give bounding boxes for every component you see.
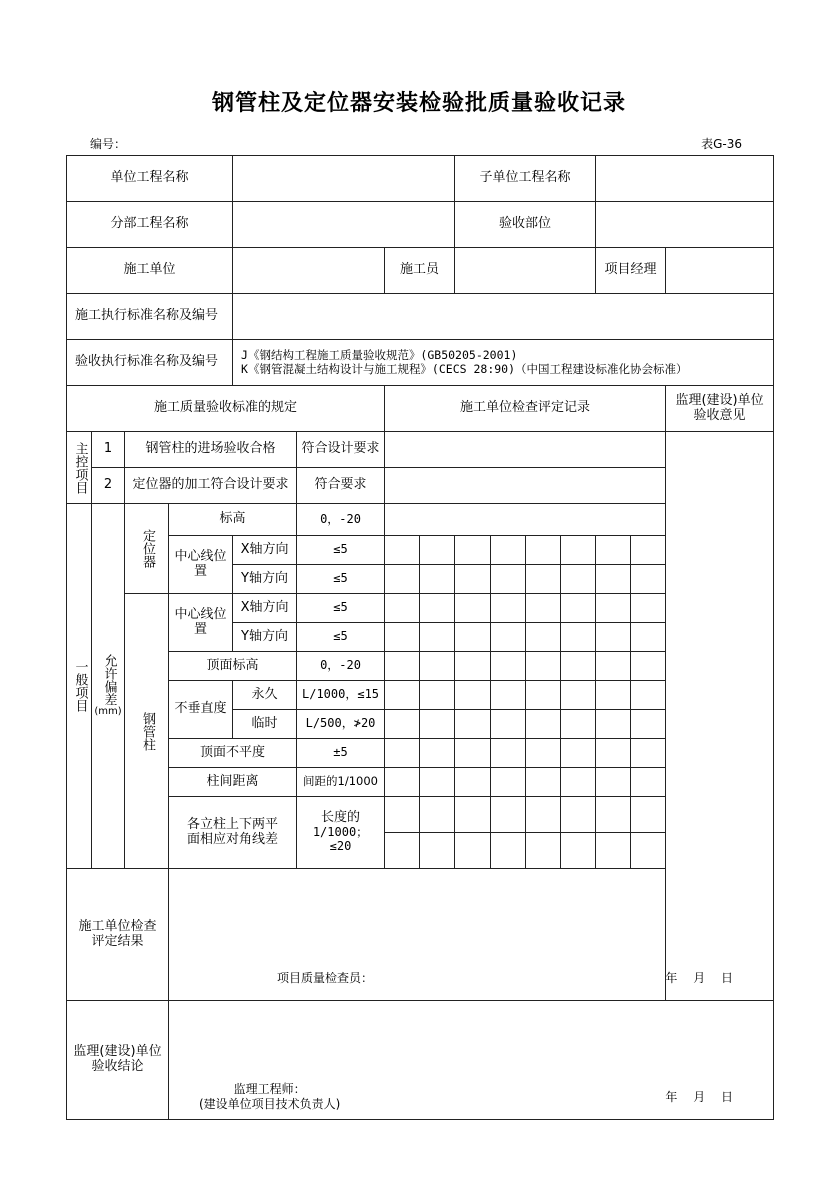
record-cell[interactable] [561,797,596,833]
record-cell[interactable] [455,833,491,869]
record-cell[interactable] [596,710,631,739]
record-cell[interactable] [455,710,491,739]
construction-standard-label: 施工执行标准名称及编号 [67,294,233,340]
top-flatness-name: 顶面不平度 [169,739,297,768]
construction-result-row [67,869,774,1001]
header-row-3 [67,248,774,294]
record-cell[interactable] [420,768,455,797]
record-cell[interactable] [385,681,420,710]
record-cell[interactable] [631,594,666,623]
inspector-label: 项目质量检查员： [277,971,374,986]
construction-check-record-header: 施工单位检查评定记录 [385,386,666,432]
locator-elevation-value: 0，-20 [297,504,385,536]
main-control-item-no: 1 [92,432,125,468]
acceptance-standard-label: 验收执行标准名称及编号 [67,340,233,386]
record-cell[interactable] [420,652,455,681]
record-cell[interactable] [491,739,526,768]
engineer-sub-label: (建设单位项目技术负责人) [199,1096,341,1111]
record-cell[interactable] [526,681,561,710]
record-cell[interactable] [455,797,491,833]
sub-unit-project-name-label: 子单位工程名称 [455,156,596,202]
division-project-name-label: 分部工程名称 [67,202,233,248]
construction-unit-field[interactable] [233,248,385,294]
record-cell[interactable] [420,833,455,869]
record-cell[interactable] [420,594,455,623]
general-group-label: 一般项目 [67,504,92,869]
main-control-group-label: 主控项目 [67,432,92,504]
record-cell[interactable] [420,565,455,594]
record-cell[interactable] [526,739,561,768]
record-cell[interactable] [596,565,631,594]
construction-standard-field[interactable] [233,294,774,340]
inspection-form-table [66,155,774,1120]
header-row-2 [67,202,774,248]
record-cell[interactable] [491,594,526,623]
acceptance-part-label: 验收部位 [455,202,596,248]
project-manager-field[interactable] [666,248,774,294]
header-row-4 [67,294,774,340]
main-control-row-1 [67,432,774,468]
record-cell[interactable] [631,536,666,565]
record-cell[interactable] [561,768,596,797]
record-cell[interactable] [420,710,455,739]
record-cell[interactable] [491,565,526,594]
column-spacing-value: 间距的1/1000 [297,768,385,797]
record-cell[interactable] [561,594,596,623]
record-cell[interactable] [420,536,455,565]
top-flatness-value: ±5 [297,739,385,768]
division-project-name-field[interactable] [233,202,455,248]
acceptance-standard-line-1: J《钢结构工程施工质量验收规范》(GB50205-2001) [241,347,518,362]
top-elevation-value: 0，-20 [297,652,385,681]
record-cell[interactable] [455,681,491,710]
record-cell[interactable] [561,739,596,768]
record-cell[interactable] [385,797,420,833]
code-label: 编号： [90,137,127,151]
locator-elevation-name: 标高 [169,504,297,536]
main-control-item-no: 2 [92,468,125,504]
record-cell[interactable] [631,710,666,739]
engineer-signature-label [199,1082,340,1111]
record-cell[interactable] [631,739,666,768]
record-cell[interactable] [491,652,526,681]
record-cell[interactable] [561,681,596,710]
record-cell[interactable] [631,652,666,681]
quality-standard-header: 施工质量验收标准的规定 [67,386,385,432]
record-cell[interactable] [631,565,666,594]
supervision-date-label: 年 月 日 [665,1090,734,1105]
record-cell[interactable] [596,536,631,565]
column-x-value: ≤5 [297,594,385,623]
record-cell[interactable] [455,768,491,797]
construction-unit-label: 施工单位 [67,248,233,294]
top-elevation-name: 顶面标高 [169,652,297,681]
record-cell[interactable] [455,739,491,768]
record-cell[interactable] [385,623,420,652]
record-cell[interactable] [631,681,666,710]
record-cell[interactable] [385,739,420,768]
record-cell[interactable] [491,710,526,739]
locator-y-axis-label: Y轴方向 [233,565,297,594]
record-cell[interactable] [561,536,596,565]
record-cell[interactable] [561,710,596,739]
record-cell[interactable] [491,623,526,652]
main-control-item-name: 钢管柱的进场验收合格 [125,432,297,468]
steel-column-label: 钢管柱 [125,594,169,869]
record-cell[interactable] [385,710,420,739]
record-cell[interactable] [385,652,420,681]
record-cell[interactable] [526,652,561,681]
record-cell[interactable] [596,681,631,710]
header-row-1 [67,156,774,202]
record-cell[interactable] [526,594,561,623]
project-manager-label: 项目经理 [596,248,666,294]
acceptance-standard-value [233,340,774,386]
record-cell[interactable] [561,652,596,681]
header-row-5 [67,340,774,386]
record-cell[interactable] [455,565,491,594]
locator-elevation-record[interactable] [385,504,666,536]
vert-permanent-name: 永久 [233,681,297,710]
vert-permanent-value: L/1000，≤15 [297,681,385,710]
record-cell[interactable] [526,536,561,565]
record-cell[interactable] [420,623,455,652]
record-cell[interactable] [526,623,561,652]
record-cell[interactable] [596,652,631,681]
record-cell[interactable] [526,833,561,869]
record-cell[interactable] [561,565,596,594]
record-cell[interactable] [526,797,561,833]
document-title: 钢管柱及定位器安装检验批质量验收记录 [211,91,626,116]
record-cell[interactable] [455,652,491,681]
locator-x-value: ≤5 [297,536,385,565]
record-cell[interactable] [631,833,666,869]
diagonal-diff-name: 各立柱上下两平面相应对角线差 [169,797,297,869]
record-cell[interactable] [631,623,666,652]
main-control-item-name: 定位器的加工符合设计要求 [125,468,297,504]
record-cell[interactable] [526,565,561,594]
record-cell[interactable] [596,623,631,652]
record-cell[interactable] [420,681,455,710]
record-cell[interactable] [385,594,420,623]
vert-temporary-name: 临时 [233,710,297,739]
column-spacing-name: 柱间距离 [169,768,297,797]
column-x-axis-label: X轴方向 [233,594,297,623]
record-cell[interactable] [455,623,491,652]
acceptance-part-field[interactable] [596,202,774,248]
record-cell[interactable] [596,833,631,869]
unit-project-name-field[interactable] [233,156,455,202]
record-cell[interactable] [561,623,596,652]
verticality-label: 不垂直度 [169,681,233,739]
supervision-result-field[interactable] [169,1001,774,1120]
locator-label: 定位器 [125,504,169,594]
acceptance-standard-line-2: K《钢管混凝土结构设计与施工规程》(CECS 28:90)（中国工程建设标准化协会标准） [241,361,688,376]
locator-y-value: ≤5 [297,565,385,594]
record-cell[interactable] [420,739,455,768]
section-header-row [67,386,774,432]
record-cell[interactable] [631,768,666,797]
record-cell[interactable] [491,833,526,869]
record-cell[interactable] [526,710,561,739]
record-cell[interactable] [420,797,455,833]
record-cell[interactable] [596,594,631,623]
construction-date-label: 年 月 日 [665,971,734,986]
record-cell[interactable] [385,833,420,869]
record-cell[interactable] [631,797,666,833]
unit-project-name-label: 单位工程名称 [67,156,233,202]
constructor-label: 施工员 [385,248,455,294]
vert-temporary-value: L/500，≯20 [297,710,385,739]
main-control-item-requirement: 符合要求 [297,468,385,504]
supervision-result-row [67,1001,774,1120]
record-cell[interactable] [455,594,491,623]
column-center-line-label: 中心线位置 [169,594,233,652]
diagonal-diff-value: 长度的 1/1000； ≤20 [297,797,385,869]
record-cell[interactable] [526,768,561,797]
sub-unit-project-name-field[interactable] [596,156,774,202]
locator-x-axis-label: X轴方向 [233,536,297,565]
record-cell[interactable] [455,536,491,565]
form-number: 表G-36 [701,137,742,151]
record-cell[interactable] [596,797,631,833]
record-cell[interactable] [491,681,526,710]
supervision-result-label: 监理(建设)单位验收结论 [67,1001,169,1120]
engineer-label: 监理工程师： [233,1082,306,1097]
construction-result-label: 施工单位检查评定结果 [67,869,169,1001]
record-cell[interactable] [596,768,631,797]
record-cell[interactable] [385,536,420,565]
main-control-record-field[interactable] [385,432,666,468]
record-cell[interactable] [491,797,526,833]
record-cell[interactable] [491,536,526,565]
record-cell[interactable] [596,739,631,768]
record-cell[interactable] [491,768,526,797]
locator-center-line-label: 中心线位置 [169,536,233,594]
tolerance-unit: (mm) [94,706,122,718]
record-cell[interactable] [385,565,420,594]
constructor-field[interactable] [455,248,596,294]
record-cell[interactable] [385,768,420,797]
main-control-item-requirement: 符合设计要求 [297,432,385,468]
construction-result-field[interactable] [169,869,774,1001]
tolerance-label: 允许偏差 (mm) [92,504,125,869]
column-y-axis-label: Y轴方向 [233,623,297,652]
record-cell[interactable] [561,833,596,869]
supervision-opinion-header: 监理(建设)单位验收意见 [666,386,774,432]
column-y-value: ≤5 [297,623,385,652]
main-control-record-field[interactable] [385,468,666,504]
